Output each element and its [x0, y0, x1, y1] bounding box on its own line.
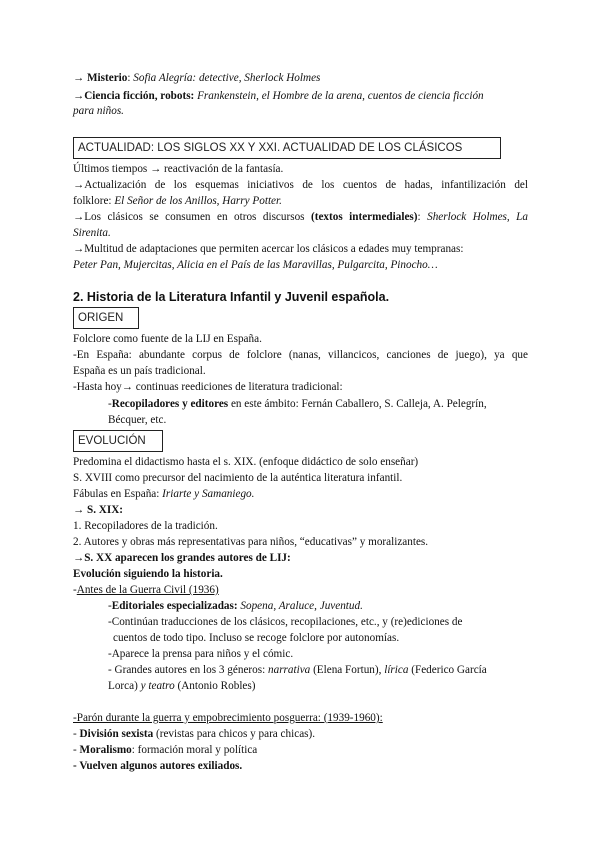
origen-line-2: -En España: abundante corpus de folclore (nanas, villancicos, canciones de juego), ya que: [73, 349, 528, 361]
evolucion-line-4: → S. XIX:: [73, 504, 124, 516]
evolucion-line-2: S. XVIII como precursor del nacimiento de la auténtica literatura infantil.: [73, 472, 403, 484]
line-para-ninos: para niños.: [73, 105, 124, 117]
actualidad-line-4: →Los clásicos se consumen en otros discursos (textos intermediales): Sherlock Holmes, La: [73, 211, 528, 223]
evolucion-line-10: -Editoriales especializadas: Sopena, Araluce, Juventud.: [108, 600, 363, 612]
origen-heading-box: ORIGEN: [73, 307, 139, 329]
actualidad-line-2: →Actualización de los esquemas iniciativos de los cuentos de hadas, infantilización del: [73, 179, 528, 191]
evolucion-heading-box: EVOLUCIÓN: [73, 430, 163, 452]
line-misterio: → Misterio: Sofia Alegría: detective, Sherlock Holmes: [73, 72, 321, 84]
evolucion-line-5: 1. Recopiladores de la tradición.: [73, 520, 218, 532]
actualidad-line-1: Últimos tiempos → reactivación de la fantasía.: [73, 163, 284, 175]
actualidad-heading-box: ACTUALIDAD: LOS SIGLOS XX Y XXI. ACTUALIDAD DE LOS CLÁSICOS: [73, 137, 501, 159]
evolucion-line-15: Lorca) y teatro (Antonio Robles): [108, 680, 256, 692]
evolucion-line-11: -Continúan traducciones de los clásicos, recopilaciones, etc., y (re)ediciones de: [108, 616, 463, 628]
evolucion-line-14: - Grandes autores en los 3 géneros: narrativa (Elena Fortun), lírica (Federico García: [108, 664, 487, 676]
evolucion-line-18: - Moralismo: formación moral y política: [73, 744, 258, 756]
evolucion-line-17: - División sexista (revistas para chicos y para chicas).: [73, 728, 316, 740]
origen-line-6: Bécquer, etc.: [108, 414, 167, 426]
evolucion-line-19: - Vuelven algunos autores exiliados.: [73, 760, 243, 772]
evolucion-line-7: →S. XX aparecen los grandes autores de LIJ:: [73, 552, 291, 564]
actualidad-line-7: Peter Pan, Mujercitas, Alicia en el País de las Maravillas, Pulgarcita, Pinocho…: [73, 259, 438, 271]
origen-line-4: -Hasta hoy→ continuas reediciones de literatura tradicional:: [73, 381, 343, 393]
evolucion-line-3: Fábulas en España: Iriarte y Samaniego.: [73, 488, 255, 500]
actualidad-line-6: →Multitud de adaptaciones que permiten acercar los clásicos a edades muy tempranas:: [73, 243, 464, 255]
section-2-heading: 2. Historia de la Literatura Infantil y Juvenil española.: [73, 290, 390, 304]
evolucion-line-12: cuentos de todo tipo. Incluso se recoge folclore por autonomías.: [113, 632, 400, 644]
evolucion-line-9: -Antes de la Guerra Civil (1936): [73, 584, 219, 596]
origen-line-5: -Recopiladores y editores en este ámbito: Fernán Caballero, S. Calleja, A. Pelegrín,: [108, 398, 487, 410]
evolucion-line-16: -Parón durante la guerra y empobrecimiento posguerra: (1939-1960):: [73, 712, 383, 724]
origen-line-3: España es un país tradicional.: [73, 365, 206, 377]
origen-line-1: Folclore como fuente de la LIJ en España.: [73, 333, 262, 345]
actualidad-line-5: Sirenita.: [73, 227, 111, 239]
evolucion-line-13: -Aparece la prensa para niños y el cómic.: [108, 648, 294, 660]
line-ciencia-ficcion: →Ciencia ficción, robots: Frankenstein, el Hombre de la arena, cuentos de ciencia ficción: [73, 90, 484, 102]
evolucion-line-1: Predomina el didactismo hasta el s. XIX. (enfoque didáctico de solo enseñar): [73, 456, 419, 468]
actualidad-line-3: folklore: El Señor de los Anillos, Harry Potter.: [73, 195, 282, 207]
evolucion-line-6: 2. Autores y obras más representativas para niños, “educativas” y moralizantes.: [73, 536, 429, 548]
evolucion-line-8: Evolución siguiendo la historia.: [73, 568, 223, 580]
